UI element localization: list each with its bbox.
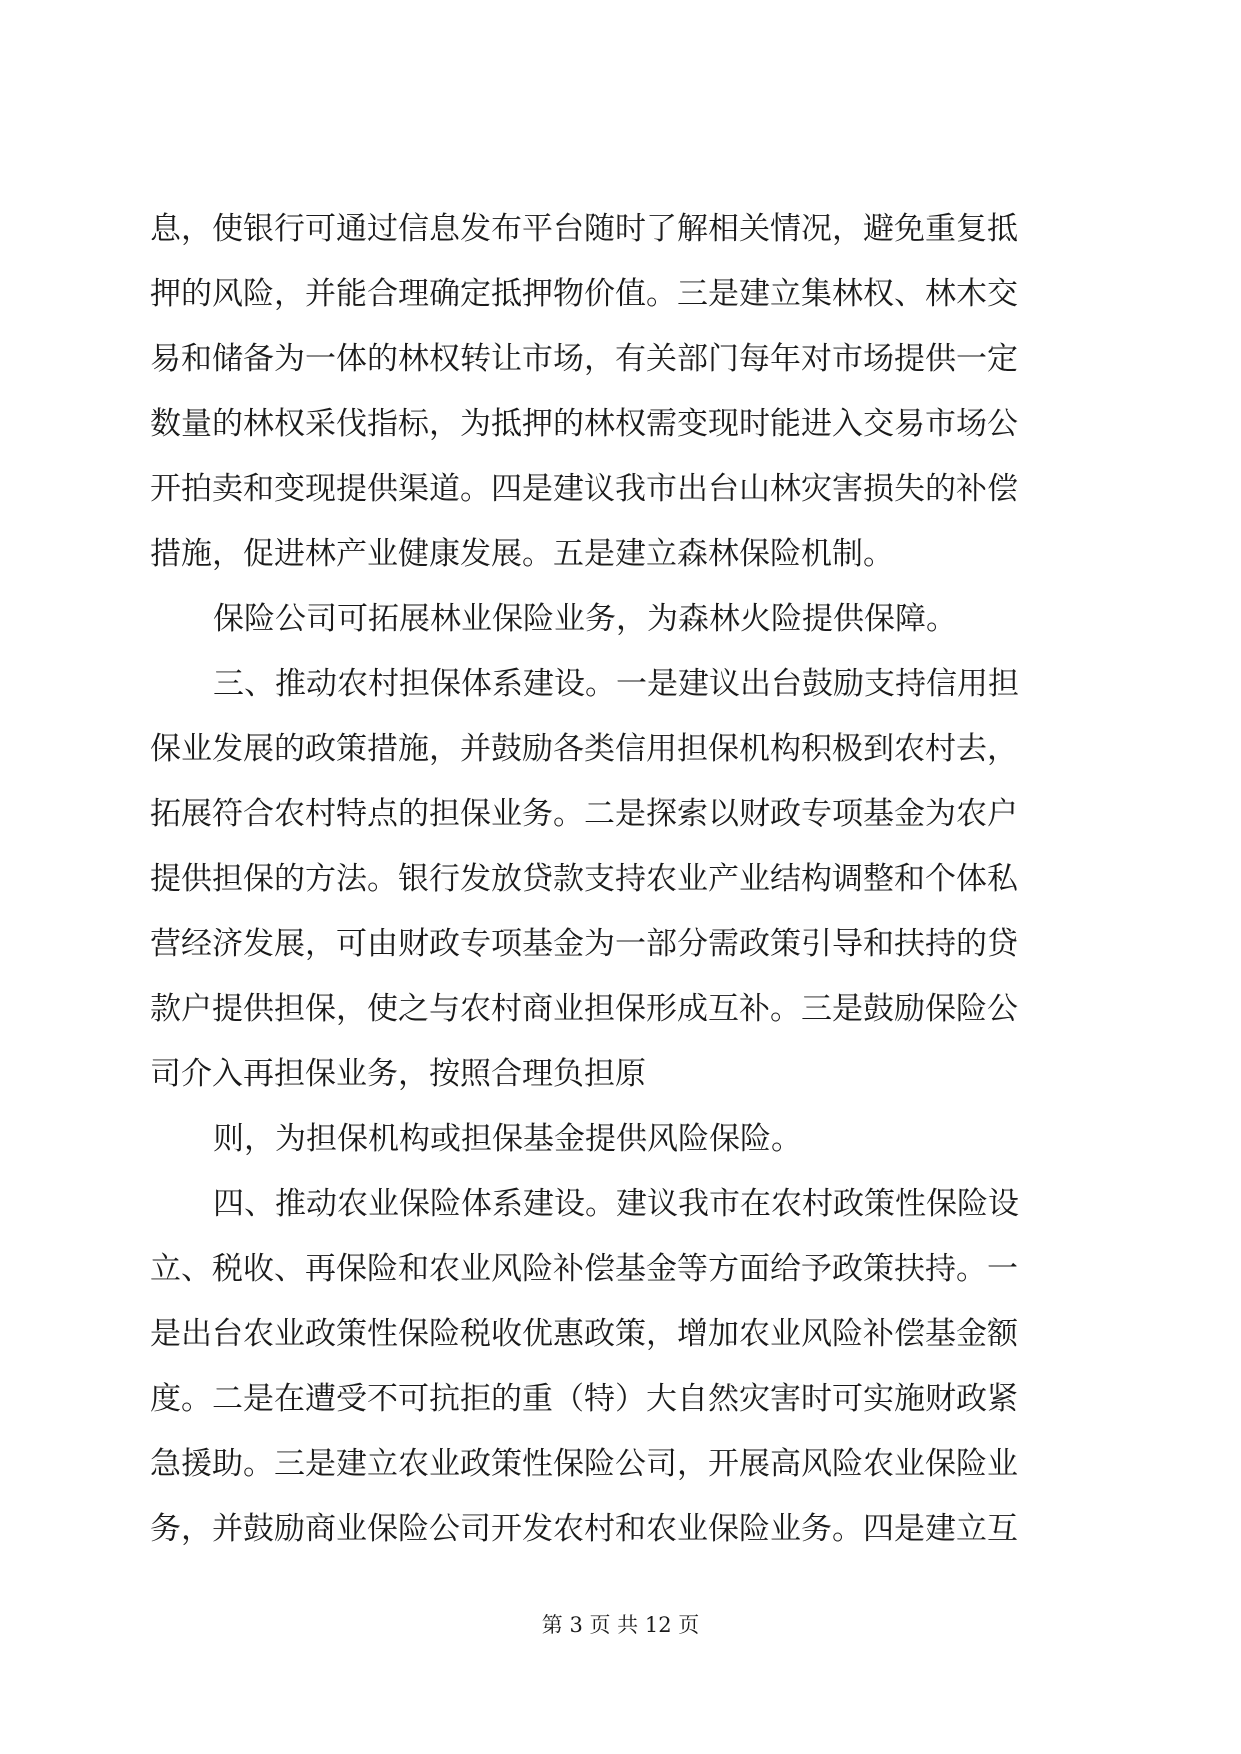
text-line: 息，使银行可通过信息发布平台随时了解相关情况，避免重复抵 — [150, 211, 1018, 247]
text-line: 数量的林权采伐指标，为抵押的林权需变现时能进入交易市场公 — [150, 406, 1018, 442]
text-line: 押的风险，并能合理确定抵押物价值。三是建立集林权、林木交 — [150, 276, 1018, 312]
text-line: 易和储备为一体的林权转让市场，有关部门每年对市场提供一定 — [150, 341, 1018, 377]
text-line: 务，并鼓励商业保险公司开发农村和农业保险业务。四是建立互 — [150, 1511, 1018, 1547]
text-line: 四、推动农业保险体系建设。建议我市在农村政策性保险设 — [213, 1186, 1019, 1222]
text-line: 开拍卖和变现提供渠道。四是建议我市出台山林灾害损失的补偿 — [150, 471, 1018, 507]
text-line: 款户提供担保，使之与农村商业担保形成互补。三是鼓励保险公 — [150, 991, 1018, 1027]
text-line: 司介入再担保业务，按照合理负担原 — [150, 1056, 646, 1092]
text-line: 急援助。三是建立农业政策性保险公司，开展高风险农业保险业 — [150, 1446, 1018, 1482]
text-line: 措施，促进林产业健康发展。五是建立森林保险机制。 — [150, 536, 894, 572]
text-line: 拓展符合农村特点的担保业务。二是探索以财政专项基金为农户 — [150, 796, 1018, 832]
text-line: 是出台农业政策性保险税收优惠政策，增加农业风险补偿基金额 — [150, 1316, 1018, 1352]
text-line: 立、税收、再保险和农业风险补偿基金等方面给予政策扶持。一 — [150, 1251, 1018, 1287]
text-line: 提供担保的方法。银行发放贷款支持农业产业结构调整和个体私 — [150, 861, 1018, 897]
page-footer: 第 3 页 共 12 页 — [541, 1613, 700, 1637]
text-line: 保险公司可拓展林业保险业务，为森林火险提供保障。 — [213, 601, 957, 637]
text-line: 营经济发展，可由财政专项基金为一部分需政策引导和扶持的贷 — [150, 926, 1018, 962]
text-line: 保业发展的政策措施，并鼓励各类信用担保机构积极到农村去， — [150, 731, 1018, 767]
text-line: 三、推动农村担保体系建设。一是建议出台鼓励支持信用担 — [213, 666, 1019, 702]
text-line: 度。二是在遭受不可抗拒的重（特）大自然灾害时可实施财政紧 — [150, 1381, 1018, 1417]
text-line: 则，为担保机构或担保基金提供风险保险。 — [213, 1121, 802, 1157]
